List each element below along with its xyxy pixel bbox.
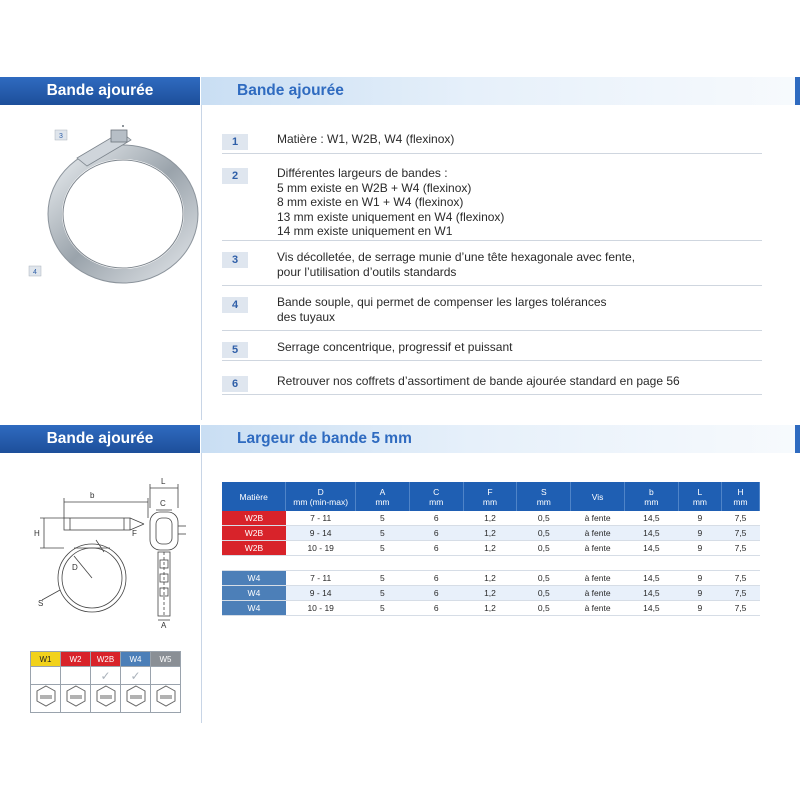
table-cell: 6 bbox=[409, 511, 463, 526]
table-cell: 7 - 11 bbox=[286, 571, 356, 586]
check-icon bbox=[31, 667, 61, 685]
drawing-label-S: S bbox=[38, 599, 44, 608]
table-cell: 9 - 14 bbox=[286, 526, 356, 541]
column-header: D mm (min-max) bbox=[286, 482, 356, 511]
table-cell: 5 bbox=[356, 511, 410, 526]
table-row bbox=[222, 526, 760, 541]
feature-number: 4 bbox=[222, 297, 248, 313]
table-cell: 6 bbox=[409, 526, 463, 541]
table-cell: à fente bbox=[571, 541, 625, 556]
feature-item-1 bbox=[222, 132, 762, 154]
table-cell: 6 bbox=[409, 586, 463, 601]
column-header: b mm bbox=[624, 482, 678, 511]
image-label-3: 3 bbox=[59, 133, 63, 140]
material-label: W2 bbox=[61, 652, 91, 667]
material-label: W5 bbox=[151, 652, 181, 667]
material-label: W4 bbox=[121, 652, 151, 667]
drawing-label-H: H bbox=[34, 529, 40, 538]
feature-number: 2 bbox=[222, 168, 248, 184]
table-cell: 9 bbox=[678, 586, 721, 601]
table-cell: 14,5 bbox=[624, 526, 678, 541]
table-cell: 0,5 bbox=[517, 511, 571, 526]
table-row bbox=[222, 511, 760, 526]
material-cell: W4 bbox=[222, 571, 286, 586]
hex-screw-icon bbox=[91, 685, 121, 713]
table-cell: 0,5 bbox=[517, 571, 571, 586]
table-cell: 5 bbox=[356, 526, 410, 541]
feature-number: 5 bbox=[222, 342, 248, 358]
table-cell: 7,5 bbox=[722, 541, 760, 556]
table-cell: 9 bbox=[678, 571, 721, 586]
column-header: Vis bbox=[571, 482, 625, 511]
check-icon bbox=[61, 667, 91, 685]
feature-item-2 bbox=[222, 166, 762, 241]
drawing-label-C: C bbox=[160, 499, 166, 508]
feature-item-3 bbox=[222, 250, 762, 286]
drawing-label-A: A bbox=[161, 621, 167, 628]
image-label-4: 4 bbox=[33, 269, 37, 276]
table-cell: 7,5 bbox=[722, 586, 760, 601]
table-spacer-row bbox=[222, 556, 760, 571]
section2-right-title: Largeur de bande 5 mm bbox=[201, 425, 800, 453]
material-cell: W4 bbox=[222, 586, 286, 601]
table-cell: 9 bbox=[678, 601, 721, 616]
table-cell: 14,5 bbox=[624, 541, 678, 556]
column-header: S mm bbox=[517, 482, 571, 511]
material-label: W2B bbox=[91, 652, 121, 667]
material-label: W1 bbox=[31, 652, 61, 667]
table-cell: 1,2 bbox=[463, 511, 517, 526]
table-row bbox=[222, 541, 760, 556]
hex-screw-icon bbox=[31, 685, 61, 713]
table-cell: 0,5 bbox=[517, 586, 571, 601]
table-cell: à fente bbox=[571, 571, 625, 586]
table-cell: à fente bbox=[571, 526, 625, 541]
table-cell: 6 bbox=[409, 541, 463, 556]
check-icon: ✓ bbox=[121, 667, 151, 685]
table-cell: 7,5 bbox=[722, 571, 760, 586]
column-header: A mm bbox=[356, 482, 410, 511]
column-header: C mm bbox=[409, 482, 463, 511]
section1-divider bbox=[201, 105, 202, 420]
feature-item-5 bbox=[222, 340, 762, 361]
feature-text: Serrage concentrique, progressif et puissant bbox=[277, 340, 513, 354]
table-cell: 6 bbox=[409, 571, 463, 586]
table-cell: 1,2 bbox=[463, 526, 517, 541]
table-cell: 6 bbox=[409, 601, 463, 616]
material-cell: W2B bbox=[222, 526, 286, 541]
table-cell: 5 bbox=[356, 601, 410, 616]
hex-screw-icon bbox=[121, 685, 151, 713]
table-cell: 1,2 bbox=[463, 586, 517, 601]
table-cell: 10 - 19 bbox=[286, 601, 356, 616]
column-header: F mm bbox=[463, 482, 517, 511]
section2-left-title: Bande ajourée bbox=[0, 425, 200, 453]
table-cell: à fente bbox=[571, 586, 625, 601]
hose-clamp-image bbox=[25, 118, 200, 293]
feature-number: 3 bbox=[222, 252, 248, 268]
table-cell: 1,2 bbox=[463, 601, 517, 616]
table-row bbox=[222, 601, 760, 616]
table-cell: 9 - 14 bbox=[286, 586, 356, 601]
spec-table bbox=[222, 482, 760, 616]
table-cell: 7,5 bbox=[722, 511, 760, 526]
column-header: L mm bbox=[678, 482, 721, 511]
feature-item-4 bbox=[222, 295, 762, 331]
feature-text: Retrouver nos coffrets d’assortiment de bande ajourée standard en page 56 bbox=[277, 374, 680, 388]
section1-left-title: Bande ajourée bbox=[0, 77, 200, 105]
material-cell: W2B bbox=[222, 541, 286, 556]
table-cell: à fente bbox=[571, 511, 625, 526]
column-header: H mm bbox=[722, 482, 760, 511]
check-icon bbox=[151, 667, 181, 685]
feature-item-6 bbox=[222, 374, 762, 395]
table-cell: 1,2 bbox=[463, 571, 517, 586]
material-cell: W4 bbox=[222, 601, 286, 616]
table-cell: 9 bbox=[678, 511, 721, 526]
table-cell: 5 bbox=[356, 541, 410, 556]
section1-right-title: Bande ajourée bbox=[201, 77, 800, 105]
drawing-label-b: b bbox=[90, 491, 95, 500]
technical-drawing bbox=[30, 478, 195, 628]
table-cell: 7 - 11 bbox=[286, 511, 356, 526]
feature-number: 6 bbox=[222, 376, 248, 392]
table-cell: 14,5 bbox=[624, 586, 678, 601]
hex-screw-icon bbox=[61, 685, 91, 713]
feature-text: Bande souple, qui permet de compenser les larges tolérances des tuyaux bbox=[277, 295, 607, 324]
table-cell: 14,5 bbox=[624, 511, 678, 526]
material-grid bbox=[30, 651, 181, 713]
table-cell: 1,2 bbox=[463, 541, 517, 556]
table-cell: 5 bbox=[356, 586, 410, 601]
table-row bbox=[222, 586, 760, 601]
hex-screw-icon bbox=[151, 685, 181, 713]
table-cell: 9 bbox=[678, 526, 721, 541]
table-cell: à fente bbox=[571, 601, 625, 616]
feature-text: Matière : W1, W2B, W4 (flexinox) bbox=[277, 132, 455, 146]
table-row bbox=[222, 571, 760, 586]
drawing-label-D: D bbox=[72, 563, 78, 572]
table-cell: 14,5 bbox=[624, 601, 678, 616]
spec-table-header bbox=[222, 482, 760, 511]
table-cell: 14,5 bbox=[624, 571, 678, 586]
drawing-label-L: L bbox=[161, 478, 166, 486]
table-cell: 5 bbox=[356, 571, 410, 586]
feature-text: Différentes largeurs de bandes : 5 mm existe en W2B + W4 (flexinox) 8 mm existe en W1 + W4 (flexinox) 13 mm existe uniquement en W4 (flexinox) 14 mm existe uniquement en W1 bbox=[277, 166, 505, 238]
table-cell: 10 - 19 bbox=[286, 541, 356, 556]
feature-text: Vis décolletée, de serrage munie d’une tête hexagonale avec fente, pour l’utilisation d’outils standards bbox=[277, 250, 636, 279]
table-cell: 0,5 bbox=[517, 601, 571, 616]
table-cell: 0,5 bbox=[517, 541, 571, 556]
feature-number: 1 bbox=[222, 134, 248, 150]
table-cell: 7,5 bbox=[722, 601, 760, 616]
table-cell: 0,5 bbox=[517, 526, 571, 541]
section2-divider bbox=[201, 453, 202, 723]
drawing-label-F: F bbox=[132, 529, 137, 538]
column-header: Matière bbox=[222, 482, 286, 511]
check-icon: ✓ bbox=[91, 667, 121, 685]
table-cell: 9 bbox=[678, 541, 721, 556]
table-cell: 7,5 bbox=[722, 526, 760, 541]
material-cell: W2B bbox=[222, 511, 286, 526]
